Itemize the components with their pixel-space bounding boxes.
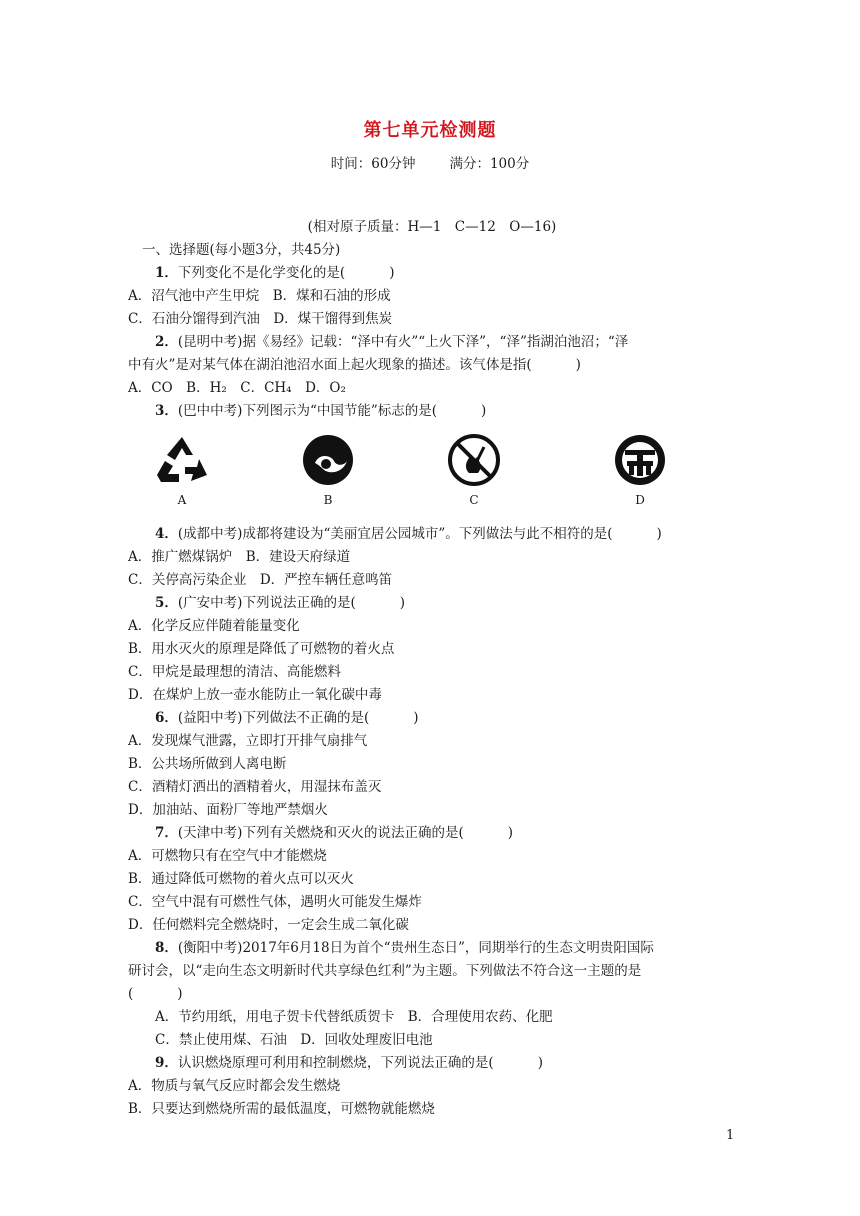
question-tail: ) (177, 986, 183, 1002)
question-number: 7． (155, 825, 178, 841)
q3-icon-row (128, 423, 736, 523)
question-text: 下列变化不是化学变化的是( (177, 265, 346, 281)
question-tail: ) (507, 825, 513, 841)
section-heading (128, 239, 736, 262)
exam-time: 时间：60分钟 (330, 156, 416, 172)
question-text: (成都中考)成都将建设为“美丽宜居公园城市”。下列做法与此不相符的是( (177, 526, 613, 542)
option-b-figure (288, 423, 368, 507)
option-a-figure (142, 423, 222, 507)
question-tail: ) (575, 357, 581, 373)
question-number: 2． (155, 334, 178, 350)
option-d-figure (600, 423, 680, 507)
exam-content (128, 216, 736, 1121)
question-number: 9． (155, 1055, 178, 1071)
option-line: A．发现煤气泄露，立即打开排气扇排气 (128, 733, 368, 749)
question-8 (128, 937, 736, 960)
question-text: 认识燃烧原理可利用和控制燃烧，下列说法正确的是( (177, 1055, 494, 1071)
question-tail: ) (399, 595, 405, 611)
section-heading-text: 一、选择题(每小题3分，共45分) (142, 242, 341, 258)
question-tail: ) (413, 710, 419, 726)
question-text: (天津中考)下列有关燃烧和灭火的说法正确的是( (177, 825, 464, 841)
question-tail: ) (537, 1055, 543, 1071)
question-text: (衡阳中考)2017年6月18日为首个“贵州生态日”，同期举行的生态文明贵阳国际 (177, 940, 654, 956)
exam-meta (0, 152, 860, 172)
option-line: A．化学反应伴随着能量变化 (128, 618, 300, 634)
option-line: C．禁止使用煤、石油 D．回收处理废旧电池 (155, 1032, 433, 1048)
question-number: 3． (155, 403, 178, 419)
question-2 (128, 331, 736, 354)
option-line: C．空气中混有可燃性气体，遇明火可能发生爆炸 (128, 894, 422, 910)
question-text: 中有火”是对某气体在湖泊池沼水面上起火现象的描述。该气体是指( (128, 357, 532, 373)
question-3 (128, 400, 736, 423)
energy-saving-icon (613, 433, 667, 487)
option-label: C (469, 493, 479, 507)
option-line: A．物质与氧气反应时都会发生燃烧 (128, 1078, 341, 1094)
question-1 (128, 262, 736, 285)
atomic-mass-note: (相对原子质量：H—1 C—12 O—16) (307, 219, 557, 235)
option-line: C．石油分馏得到汽油 D．煤干馏得到焦炭 (128, 311, 393, 327)
option-c-figure (434, 423, 514, 507)
page-number: 1 (726, 1128, 735, 1143)
option-line: A．推广燃煤锅炉 B．建设天府绿道 (128, 549, 351, 565)
option-line: C．关停高污染企业 D．严控车辆任意鸣笛 (128, 572, 393, 588)
recycle-icon (155, 433, 209, 487)
question-text: (益阳中考)下列做法不正确的是( (177, 710, 370, 726)
question-text: (广安中考)下列说法正确的是( (177, 595, 356, 611)
question-2-cont (128, 354, 736, 377)
question-text: ( (128, 986, 134, 1002)
question-number: 1． (155, 265, 178, 281)
question-number: 6． (155, 710, 178, 726)
option-line: D．在煤炉上放一壶水能防止一氧化碳中毒 (128, 687, 382, 703)
question-number: 4． (155, 526, 178, 542)
question-4 (128, 523, 736, 546)
option-line: B．只要达到燃烧所需的最低温度，可燃物就能燃烧 (128, 1101, 435, 1117)
question-6 (128, 707, 736, 730)
option-line: B．用水灭火的原理是降低了可燃物的着火点 (128, 641, 395, 657)
option-label: A (177, 493, 187, 507)
question-text: (巴中中考)下列图示为“中国节能”标志的是( (177, 403, 438, 419)
question-5 (128, 592, 736, 615)
option-label: B (323, 493, 333, 507)
question-number: 5． (155, 595, 178, 611)
option-line: A．沼气池中产生甲烷 B．煤和石油的形成 (128, 288, 391, 304)
question-tail: ) (656, 526, 662, 542)
question-tail: ) (389, 265, 395, 281)
option-line: D．任何燃料完全燃烧时，一定会生成二氧化碳 (128, 917, 409, 933)
option-line: A．CO B．H₂ C．CH₄ D．O₂ (128, 380, 346, 396)
question-9 (128, 1052, 736, 1075)
option-line: C．甲烷是最理想的清洁、高能燃料 (128, 664, 341, 680)
exam-score: 满分：100分 (449, 156, 530, 172)
water-drop-icon (301, 433, 355, 487)
option-label: D (635, 493, 645, 507)
page-title: 第七单元检测题 (363, 120, 497, 141)
question-8-cont2 (128, 983, 736, 1006)
option-line: B．公共场所做到人离电断 (128, 756, 287, 772)
option-line: C．酒精灯洒出的酒精着火，用湿抹布盖灭 (128, 779, 382, 795)
option-line: D．加油站、面粉厂等地严禁烟火 (128, 802, 328, 818)
option-line: A．可燃物只有在空气中才能燃烧 (128, 848, 327, 864)
question-text: (昆明中考)据《易经》记载：“泽中有火”“上火下泽”，“泽”指湖泊池沼；“泽 (177, 334, 629, 350)
no-fire-icon (447, 433, 501, 487)
question-tail: ) (481, 403, 487, 419)
option-line: A．节约用纸，用电子贺卡代替纸质贺卡 B．合理使用农药、化肥 (155, 1009, 553, 1025)
option-line: B．通过降低可燃物的着火点可以灭火 (128, 871, 354, 887)
question-8-cont: 研讨会，以“走向生态文明新时代共享绿色红利”为主题。下列做法不符合这一主题的是 (128, 963, 642, 979)
question-7 (128, 822, 736, 845)
question-number: 8． (155, 940, 178, 956)
